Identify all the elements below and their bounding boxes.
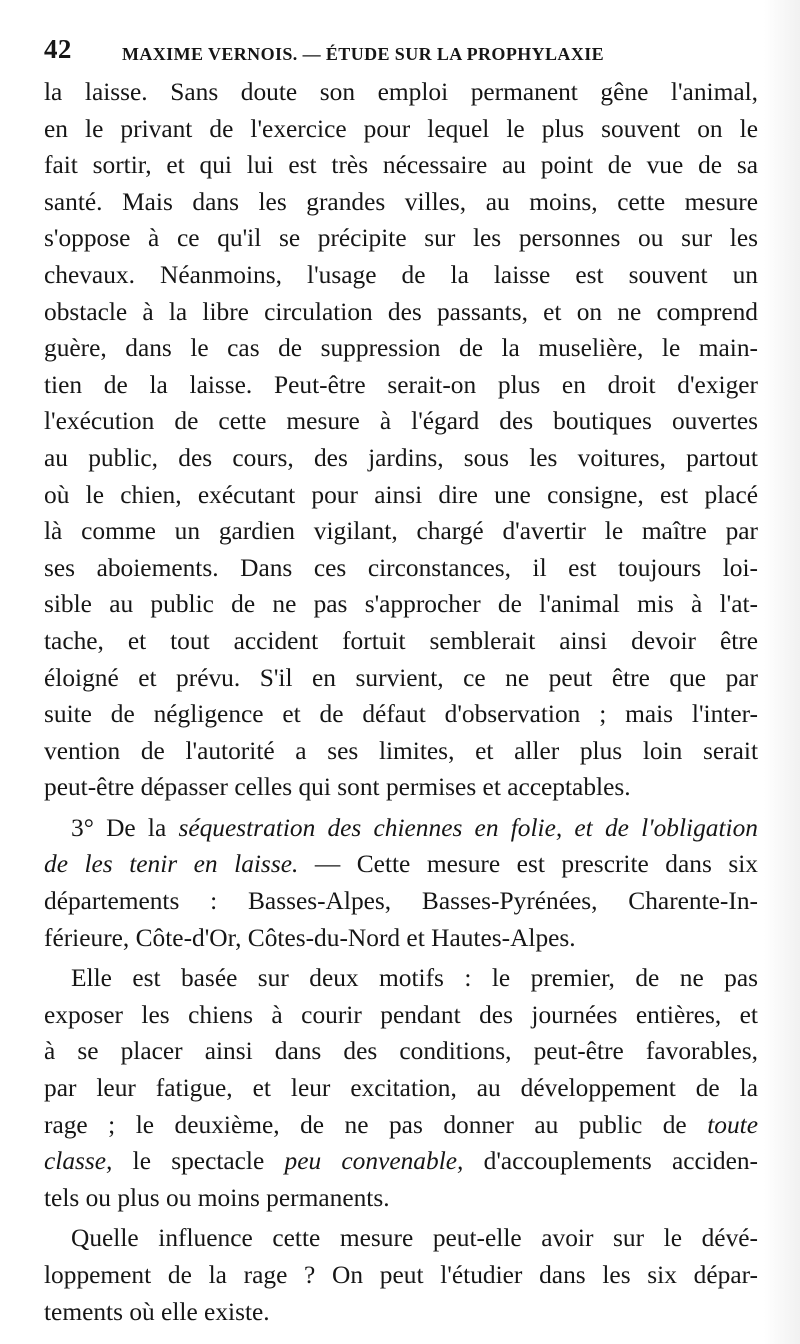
text-line: loppement de la rage ? On peut l'étudier dans les six dépar- [44,1261,758,1289]
text-line: peut-être dépasser celles qui sont permises et acceptables. [44,773,631,802]
text-run: d'accouplements acciden- [483,1147,758,1176]
running-head [44,30,758,74]
text-line: Elle est basée sur deux motifs : le premier, de ne pas [71,964,758,993]
text-line: la laisse. Sans doute son emploi permanent gêne l'animal, [44,78,758,106]
text-line: départements : Basses-Alpes, Basses-Pyrénées, Charente-In- [44,887,758,916]
italic-run: de les tenir en laisse. [44,850,299,879]
text-line: au public, des cours, des jardins, sous les voitures, partout [44,443,758,472]
text-line [44,1143,758,1180]
text-line: s'oppose à ce qu'il se précipite sur les personnes ou sur les [44,224,758,253]
text-line: chevaux. Néanmoins, l'usage de la laisse est souvent un [44,260,758,289]
text-run: rage ; le deuxième, de ne pas donner au public de [44,1110,687,1139]
text-line: par leur fatigue, et leur excitation, au développement de la [44,1074,758,1103]
text-line: exposer les chiens à courir pendant des journées entières, et [44,1000,758,1029]
text-line: tels ou plus ou moins permanents. [44,1183,390,1212]
text-run: le spectacle [132,1147,265,1176]
text-line: en le privant de l'exercice pour lequel le plus souvent on le [44,114,758,143]
text-line: fait sortir, et qui lui est très nécessaire au point de vue de sa [44,151,758,180]
text-line: férieure, Côte-d'Or, Côtes-du-Nord et Hautes-Alpes. [44,923,576,952]
paragraph-leash [44,74,758,806]
text-run: — Cette mesure est prescrite dans six [314,850,758,879]
text-line: tien de la laisse. Peut-être serait-on plus en droit d'exiger [44,370,758,399]
text-line: guère, dans le cas de suppression de la muselière, le main- [44,334,758,363]
text-line: ses aboiements. Dans ces circonstances, il est toujours loi- [44,553,758,582]
paragraph-question [44,1220,758,1330]
text-line: où le chien, exécutant pour ainsi dire une consigne, est placé [44,480,758,509]
text-line: obstacle à la libre circulation des passants, et on ne comprend [44,297,758,326]
text-line [44,1107,758,1144]
text-line [44,810,758,847]
text-line [44,846,758,883]
text-line: tements où elle existe. [44,1297,270,1326]
text-line: éloigné et prévu. S'il en survient, ce ne peut être que par [44,663,758,692]
text-line: suite de négligence et de défaut d'observation ; mais l'inter- [44,700,758,729]
italic-run: séquestration des chiennes en folie, et de l'obligation [178,813,758,842]
italic-run: peu convenable, [284,1147,464,1176]
italic-run: toute [707,1110,758,1139]
text-run: De la [106,813,167,842]
text-line: l'exécution de cette mesure à l'égard des boutiques ouvertes [44,407,758,436]
text-line: là comme un gardien vigilant, chargé d'avertir le maître par [44,517,758,546]
running-title: MAXIME VERNOIS. — ÉTUDE SUR LA PROPHYLAXIE [122,44,605,64]
paragraph-sequestration [44,810,758,956]
text-line: à se placer ainsi dans des conditions, peut-être favorables, [44,1037,758,1066]
text-line: tache, et tout accident fortuit semblerait ainsi devoir être [44,626,758,655]
text-line: Quelle influence cette mesure peut-elle avoir sur le dévé- [71,1224,758,1253]
page-edge-shadow [764,0,800,1344]
italic-run: classe, [44,1147,113,1176]
page-number: 42 [44,34,72,64]
paragraph-motives [44,960,758,1216]
text-line: santé. Mais dans les grandes villes, au moins, cette mesure [44,187,758,216]
text-line: vention de l'autorité a ses limites, et aller plus loin serait [44,736,758,765]
section-number: 3° [71,813,94,842]
text-line: sible au public de ne pas s'approcher de l'animal mis à l'at- [44,590,758,619]
